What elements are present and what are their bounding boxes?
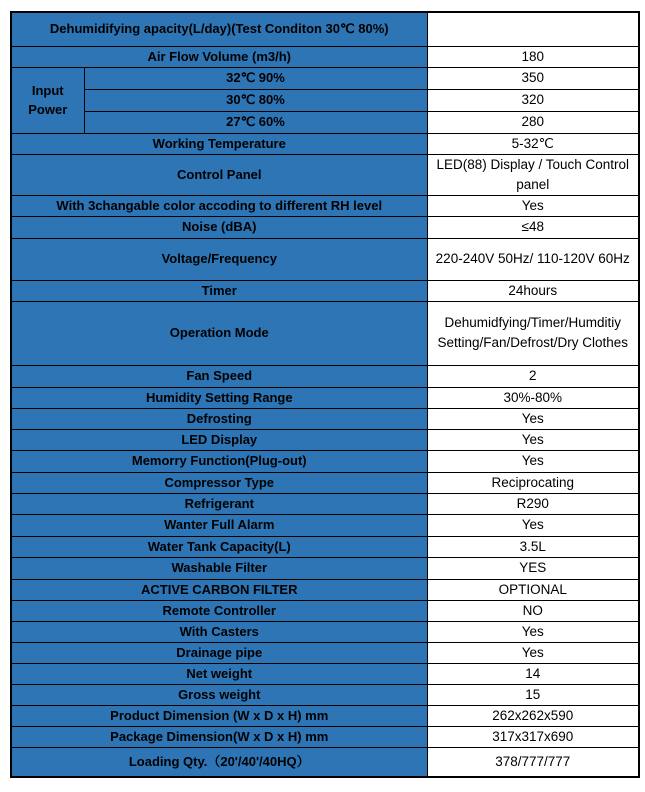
spec-label: With Casters bbox=[11, 621, 427, 642]
spec-label: Operation Mode bbox=[11, 301, 427, 365]
spec-value: 317x317x690 bbox=[427, 726, 639, 747]
spec-row bbox=[11, 450, 639, 472]
spec-row-header bbox=[11, 12, 639, 46]
spec-label: Water Tank Capacity(L) bbox=[11, 536, 427, 557]
spec-value: ≤48 bbox=[427, 216, 639, 238]
spec-label: ACTIVE CARBON FILTER bbox=[11, 579, 427, 600]
spec-label: LED Display bbox=[11, 429, 427, 450]
spec-value: 220-240V 50Hz/ 110-120V 60Hz bbox=[427, 238, 639, 280]
input-power-condition: 30℃ 80% bbox=[84, 89, 427, 111]
spec-value: Yes bbox=[427, 195, 639, 216]
spec-value: OPTIONAL bbox=[427, 579, 639, 600]
spec-label: Refrigerant bbox=[11, 493, 427, 514]
input-power-condition: 32℃ 90% bbox=[84, 67, 427, 89]
spec-value: Reciprocating bbox=[427, 472, 639, 493]
spec-label: Loading Qty.（20'/40'/40HQ） bbox=[11, 747, 427, 777]
spec-row bbox=[11, 216, 639, 238]
header-value bbox=[427, 12, 639, 46]
spec-row bbox=[11, 238, 639, 280]
spec-row bbox=[11, 154, 639, 195]
spec-row bbox=[11, 514, 639, 536]
spec-label: Control Panel bbox=[11, 154, 427, 195]
spec-row-airflow bbox=[11, 46, 639, 67]
spec-row bbox=[11, 600, 639, 621]
spec-row bbox=[11, 472, 639, 493]
spec-value: 378/777/777 bbox=[427, 747, 639, 777]
spec-label: Timer bbox=[11, 280, 427, 301]
spec-row bbox=[11, 493, 639, 514]
spec-row-input-power-3 bbox=[11, 111, 639, 133]
spec-label: Remote Controller bbox=[11, 600, 427, 621]
input-power-label: Input Power bbox=[11, 67, 84, 133]
spec-value: 262x262x590 bbox=[427, 705, 639, 726]
spec-label: Gross weight bbox=[11, 684, 427, 705]
spec-value: R290 bbox=[427, 493, 639, 514]
spec-row bbox=[11, 684, 639, 705]
spec-label: Product Dimension (W x D x H) mm bbox=[11, 705, 427, 726]
spec-value: Yes bbox=[427, 514, 639, 536]
spec-value: 2 bbox=[427, 365, 639, 387]
spec-row bbox=[11, 195, 639, 216]
spec-row bbox=[11, 133, 639, 154]
spec-row bbox=[11, 642, 639, 663]
airflow-label: Air Flow Volume (m3/h) bbox=[11, 46, 427, 67]
spec-label: Net weight bbox=[11, 663, 427, 684]
spec-row bbox=[11, 280, 639, 301]
spec-value: 5-32℃ bbox=[427, 133, 639, 154]
spec-value: Yes bbox=[427, 642, 639, 663]
airflow-value: 180 bbox=[427, 46, 639, 67]
spec-row bbox=[11, 365, 639, 387]
spec-label: Noise (dBA) bbox=[11, 216, 427, 238]
input-power-condition: 27℃ 60% bbox=[84, 111, 427, 133]
spec-value: NO bbox=[427, 600, 639, 621]
spec-value: 3.5L bbox=[427, 536, 639, 557]
spec-row bbox=[11, 705, 639, 726]
spec-row-input-power-1 bbox=[11, 67, 639, 89]
spec-value: 15 bbox=[427, 684, 639, 705]
spec-row bbox=[11, 747, 639, 777]
spec-row-input-power-2 bbox=[11, 89, 639, 111]
spec-row bbox=[11, 621, 639, 642]
spec-value: 30%-80% bbox=[427, 387, 639, 408]
spec-value: Dehumidfying/Timer/Humditiy Setting/Fan/Defrost/Dry Clothes bbox=[427, 301, 639, 365]
spec-row bbox=[11, 557, 639, 579]
spec-label: Memorry Function(Plug-out) bbox=[11, 450, 427, 472]
spec-label: Fan Speed bbox=[11, 365, 427, 387]
spec-value: Yes bbox=[427, 621, 639, 642]
spec-label: Washable Filter bbox=[11, 557, 427, 579]
spec-label: Voltage/Frequency bbox=[11, 238, 427, 280]
spec-value: Yes bbox=[427, 429, 639, 450]
spec-table bbox=[10, 11, 640, 778]
input-power-value: 320 bbox=[427, 89, 639, 111]
spec-row bbox=[11, 429, 639, 450]
spec-value: 14 bbox=[427, 663, 639, 684]
spec-label: Humidity Setting Range bbox=[11, 387, 427, 408]
spec-label: Compressor Type bbox=[11, 472, 427, 493]
spec-label: Drainage pipe bbox=[11, 642, 427, 663]
spec-row bbox=[11, 579, 639, 600]
spec-label: With 3changable color accoding to different RH level bbox=[11, 195, 427, 216]
spec-value: 24hours bbox=[427, 280, 639, 301]
spec-label: Package Dimension(W x D x H) mm bbox=[11, 726, 427, 747]
spec-label: Wanter Full Alarm bbox=[11, 514, 427, 536]
spec-label: Defrosting bbox=[11, 408, 427, 429]
spec-row bbox=[11, 663, 639, 684]
header-label: Dehumidifying apacity(L/day)(Test Conditon 30℃ 80%) bbox=[11, 12, 427, 46]
input-power-value: 350 bbox=[427, 67, 639, 89]
input-power-value: 280 bbox=[427, 111, 639, 133]
spec-row bbox=[11, 726, 639, 747]
spec-row bbox=[11, 408, 639, 429]
spec-row bbox=[11, 536, 639, 557]
spec-row bbox=[11, 301, 639, 365]
spec-label: Working Temperature bbox=[11, 133, 427, 154]
spec-value: LED(88) Display / Touch Control panel bbox=[427, 154, 639, 195]
spec-value: Yes bbox=[427, 450, 639, 472]
spec-row bbox=[11, 387, 639, 408]
spec-body bbox=[11, 133, 639, 777]
spec-value: YES bbox=[427, 557, 639, 579]
spec-value: Yes bbox=[427, 408, 639, 429]
